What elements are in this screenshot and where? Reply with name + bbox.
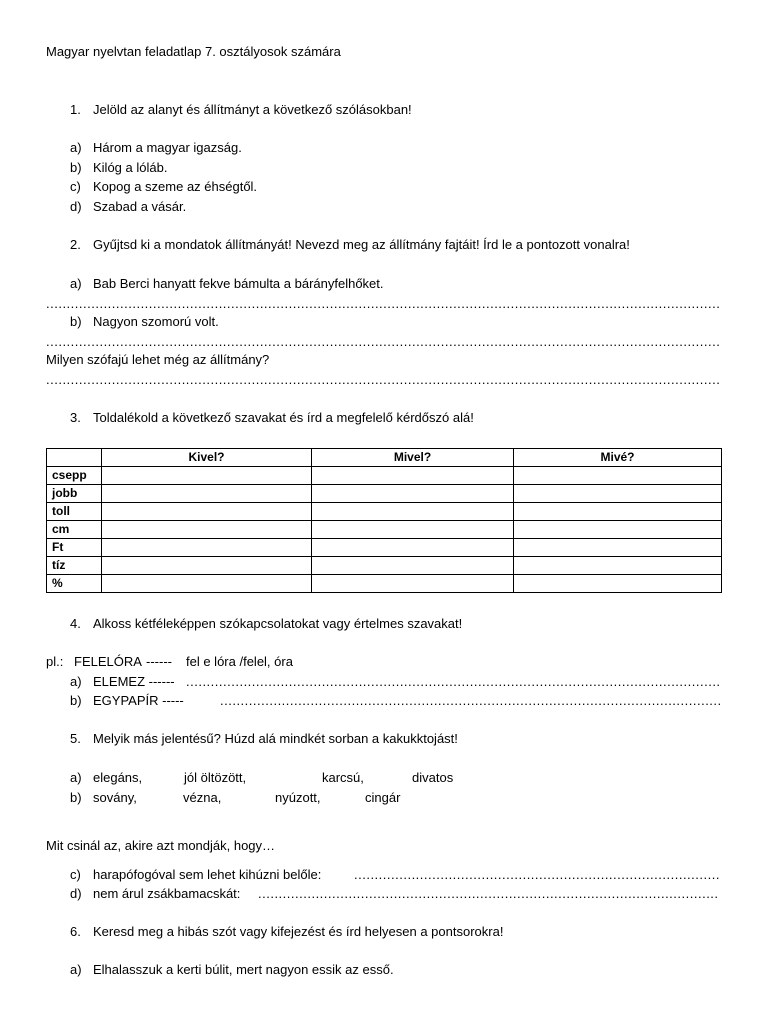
row-word: Ft: [47, 539, 102, 557]
row-word: tíz: [47, 557, 102, 575]
example-prefix: pl.:: [46, 654, 64, 669]
answer-cell[interactable]: [312, 521, 514, 539]
answer-cell[interactable]: [312, 503, 514, 521]
answer-cell[interactable]: [514, 557, 722, 575]
q4-item-label: a): [70, 674, 82, 689]
word-option[interactable]: jól öltözött,: [184, 770, 247, 785]
word-option[interactable]: vézna,: [183, 790, 222, 805]
example-answer: fel e lóra /felel, óra: [186, 654, 293, 669]
q3-number: 3.: [70, 410, 81, 425]
row-word: toll: [47, 503, 102, 521]
q1-item-text: Kilóg a lóláb.: [93, 160, 168, 175]
answer-line[interactable]: [220, 693, 720, 709]
q6-item-text: Elhalasszuk a kerti búlit, mert nagyon essik az esső.: [93, 962, 394, 977]
q5-number: 5.: [70, 731, 81, 746]
q2-item-text: Bab Berci hanyatt fekve bámulta a bárányfelhőket.: [93, 276, 384, 291]
q1-item-label: d): [70, 199, 82, 214]
q1-item-label: c): [70, 179, 81, 194]
table-header-cell: Mivé?: [514, 449, 722, 467]
answer-cell[interactable]: [312, 467, 514, 485]
answer-cell[interactable]: [102, 557, 312, 575]
answer-line[interactable]: [354, 867, 720, 883]
q5-row-label: b): [70, 790, 82, 805]
q4-text: Alkoss kétféleképpen szókapcsolatokat vagy értelmes szavakat!: [93, 616, 463, 631]
q1-item-text: Kopog a szeme az éhségtől.: [93, 179, 258, 194]
row-word: jobb: [47, 485, 102, 503]
table-header-cell: Mivel?: [312, 449, 514, 467]
q2-extra-question: Milyen szófajú lehet még az állítmány?: [46, 352, 270, 367]
q3-text: Toldalékold a következő szavakat és írd a megfelelő kérdőszó alá!: [93, 410, 474, 425]
q5-item-label: c): [70, 867, 81, 882]
answer-cell[interactable]: [102, 521, 312, 539]
row-word: csepp: [47, 467, 102, 485]
answer-line[interactable]: [186, 674, 720, 690]
table-row: [47, 575, 722, 593]
answer-cell[interactable]: [312, 485, 514, 503]
answer-cell[interactable]: [514, 485, 722, 503]
word-option[interactable]: divatos: [412, 770, 454, 785]
q1-text: Jelöld az alanyt és állítmányt a következő szólásokban!: [93, 102, 412, 117]
answer-line[interactable]: [46, 334, 720, 350]
answer-cell[interactable]: [102, 539, 312, 557]
q1-item-label: b): [70, 160, 82, 175]
q4-item-text: EGYPAPÍR -----: [93, 693, 184, 708]
answer-cell[interactable]: [102, 485, 312, 503]
q5-item-label: d): [70, 886, 82, 901]
word-option[interactable]: karcsú,: [322, 770, 364, 785]
answer-cell[interactable]: [514, 539, 722, 557]
answer-cell[interactable]: [102, 467, 312, 485]
table-header-cell: [47, 449, 102, 467]
q4-item-label: b): [70, 693, 82, 708]
table-row: [47, 539, 722, 557]
q1-item-text: Három a magyar igazság.: [93, 140, 242, 155]
answer-line[interactable]: [46, 372, 720, 388]
table-row: [47, 557, 722, 575]
answer-cell[interactable]: [514, 521, 722, 539]
answer-cell[interactable]: [514, 467, 722, 485]
example-dashes: ------: [146, 654, 172, 669]
row-word: %: [47, 575, 102, 593]
q2-text: Gyűjtsd ki a mondatok állítmányát! Nevezd meg az állítmány fajtáit! Írd le a pontozott vonalra!: [93, 237, 630, 252]
table-header-cell: Kivel?: [102, 449, 312, 467]
answer-line[interactable]: [258, 886, 718, 902]
page-title: Magyar nyelvtan feladatlap 7. osztályosok számára: [46, 44, 341, 59]
answer-cell[interactable]: [102, 575, 312, 593]
row-word: cm: [47, 521, 102, 539]
answer-cell[interactable]: [312, 539, 514, 557]
q2-item-text: Nagyon szomorú volt.: [93, 314, 219, 329]
table-row: [47, 485, 722, 503]
q6-number: 6.: [70, 924, 81, 939]
q5-intro: Mit csinál az, akire azt mondják, hogy…: [46, 838, 276, 853]
answer-cell[interactable]: [312, 575, 514, 593]
table-row: [47, 521, 722, 539]
q4-number: 4.: [70, 616, 81, 631]
word-option[interactable]: sovány,: [93, 790, 137, 805]
q1-item-label: a): [70, 140, 82, 155]
q6-item-label: a): [70, 962, 82, 977]
word-option[interactable]: cingár: [365, 790, 401, 805]
example-word: FELELÓRA: [74, 654, 142, 669]
q6-text: Keresd meg a hibás szót vagy kifejezést és írd helyesen a pontsorokra!: [93, 924, 504, 939]
answer-line[interactable]: [46, 296, 720, 312]
answer-cell[interactable]: [514, 575, 722, 593]
table-header-row: [47, 449, 722, 467]
word-option[interactable]: nyúzott,: [275, 790, 321, 805]
q2-item-label: a): [70, 276, 82, 291]
q5-item-text: nem árul zsákbamacskát:: [93, 886, 241, 901]
table-row: [47, 467, 722, 485]
q1-number: 1.: [70, 102, 81, 117]
suffix-table: [46, 448, 722, 593]
q5-row-label: a): [70, 770, 82, 785]
q2-number: 2.: [70, 237, 81, 252]
q5-text: Melyik más jelentésű? Húzd alá mindkét sorban a kakukktojást!: [93, 731, 458, 746]
table-row: [47, 503, 722, 521]
q5-item-text: harapófogóval sem lehet kihúzni belőle:: [93, 867, 322, 882]
q1-item-text: Szabad a vásár.: [93, 199, 187, 214]
answer-cell[interactable]: [102, 503, 312, 521]
q4-item-text: ELEMEZ ------: [93, 674, 175, 689]
answer-cell[interactable]: [312, 557, 514, 575]
word-option[interactable]: elegáns,: [93, 770, 143, 785]
q2-item-label: b): [70, 314, 82, 329]
answer-cell[interactable]: [514, 503, 722, 521]
